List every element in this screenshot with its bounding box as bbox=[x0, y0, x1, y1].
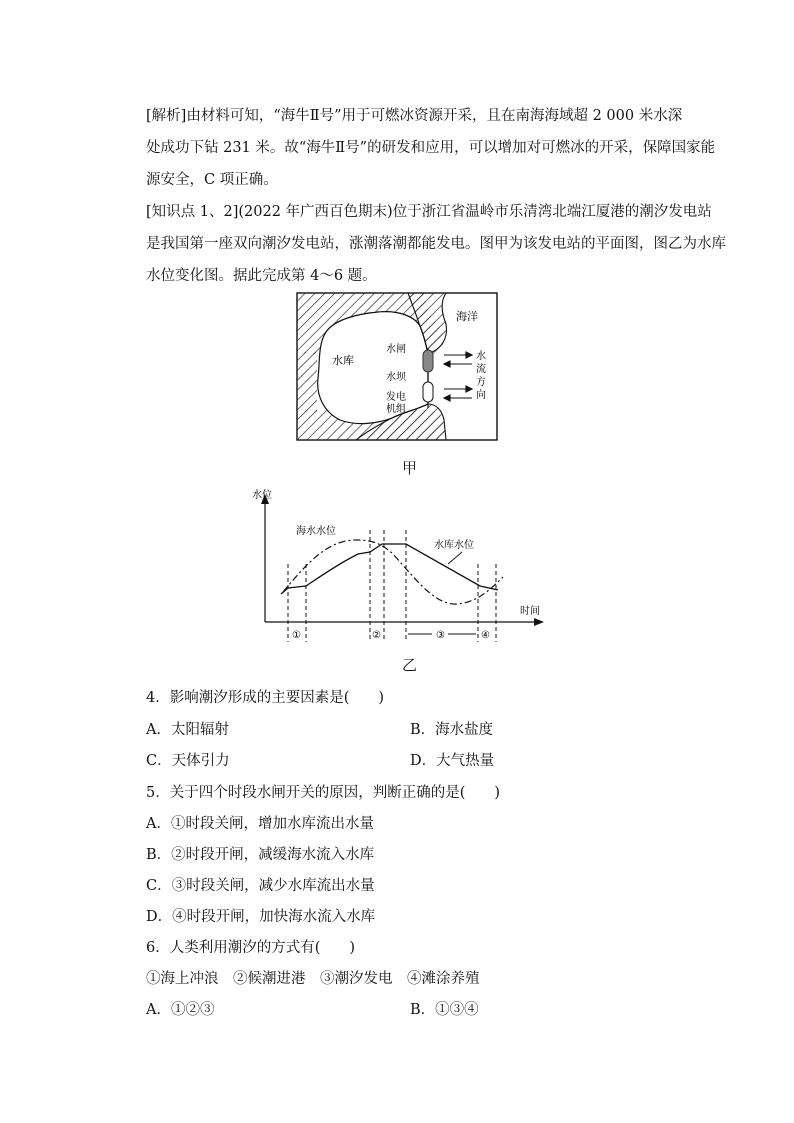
label-sluice: 水闸 bbox=[386, 344, 406, 355]
period-3-label: ③ bbox=[436, 630, 445, 641]
q6-stem: 6．人类利用潮汐的方式有( ) bbox=[146, 940, 356, 956]
reservoir-level-curve bbox=[281, 544, 498, 594]
q4-option-a: A．太阳辐射 bbox=[146, 722, 229, 738]
q6-option-b: B．①③④ bbox=[410, 1002, 479, 1018]
label-dam: 水坝 bbox=[386, 372, 406, 383]
intro-line-2: 是我国第一座双向潮汐发电站，涨潮落潮都能发电。图甲为该发电站的平面图，图乙为水库 bbox=[146, 236, 726, 252]
label-flow-4: 向 bbox=[476, 390, 486, 401]
analysis-line-3: 源安全，C 项正确。 bbox=[146, 172, 278, 188]
y-axis-label: 水位 bbox=[252, 490, 272, 501]
intro-line-3: 水位变化图。据此完成第 4～6 题。 bbox=[146, 268, 377, 284]
label-reservoir: 水库 bbox=[332, 354, 354, 367]
analysis-line-1: [解析]由材料可知，“海牛Ⅱ号”用于可燃冰资源开采，且在南海海域超 2 000 米水深 bbox=[146, 108, 683, 124]
figure-b-caption: 乙 bbox=[402, 656, 418, 674]
figure-a-caption: 甲 bbox=[402, 459, 418, 477]
q4-option-c: C．天体引力 bbox=[146, 753, 230, 769]
period-4-label: ④ bbox=[481, 630, 490, 641]
reservoir-area bbox=[318, 312, 428, 424]
sluice-gate bbox=[423, 350, 433, 372]
q5-option-a: A．①时段关闸，增加水库流出水量 bbox=[146, 816, 374, 832]
figure-b-level-chart bbox=[248, 482, 548, 644]
analysis-line-2: 处成功下钻 231 米。故“海牛Ⅱ号”的研发和应用，可以增加对可燃冰的开采，保障国家能 bbox=[146, 140, 716, 156]
q4-option-b: B．海水盐度 bbox=[410, 722, 494, 738]
q6-option-a: A．①②③ bbox=[146, 1002, 215, 1018]
x-axis-label: 时间 bbox=[520, 606, 540, 617]
label-flow-3: 方 bbox=[476, 377, 486, 388]
sea-level-label: 海水水位 bbox=[296, 526, 336, 537]
q4-stem: 4．影响潮汐形成的主要因素是( ) bbox=[146, 690, 385, 706]
intro-line-1: [知识点 1、2](2022 年广西百色期末)位于浙江省温岭市乐清湾北端江厦港的潮汐发电站 bbox=[146, 204, 712, 220]
label-flow-1: 水 bbox=[476, 351, 486, 362]
period-1-label: ① bbox=[292, 630, 301, 641]
q6-items: ①海上冲浪 ②候潮进港 ③潮汐发电 ④滩涂养殖 bbox=[146, 971, 480, 987]
label-ocean: 海洋 bbox=[456, 310, 478, 323]
figure-a-plan-map bbox=[296, 292, 498, 442]
label-generator-2: 机组 bbox=[386, 404, 406, 415]
reservoir-level-label: 水库水位 bbox=[434, 540, 474, 551]
q4-option-d: D．大气热量 bbox=[410, 753, 495, 769]
period-2-label: ② bbox=[372, 630, 381, 641]
q5-option-d: D．④时段开闸，加快海水流入水库 bbox=[146, 909, 376, 925]
label-flow-2: 流 bbox=[476, 364, 486, 375]
label-generator-1: 发电 bbox=[386, 392, 406, 403]
q5-stem: 5．关于四个时段水闸开关的原因，判断正确的是( ) bbox=[146, 785, 501, 801]
q5-option-b: B．②时段开闸，减缓海水流入水库 bbox=[146, 847, 375, 863]
generator-unit bbox=[423, 382, 433, 402]
q5-option-c: C．③时段关闸，减少水库流出水量 bbox=[146, 878, 375, 894]
